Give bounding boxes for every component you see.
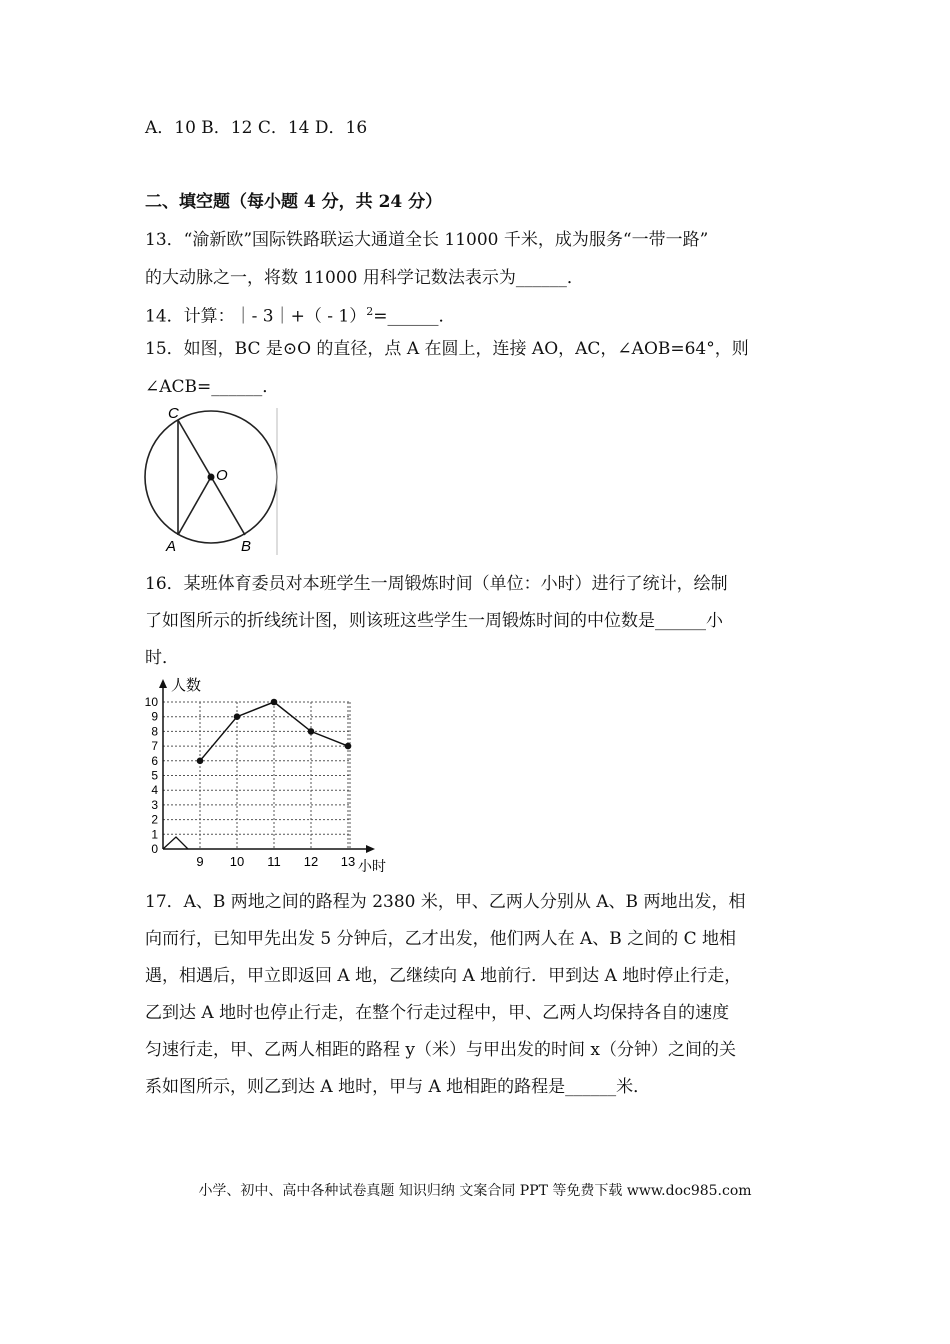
q14-prefix: 14．计算：｜- 3｜+（ - 1） [145,306,367,327]
q14-exponent: 2 [366,305,374,318]
x-tick-label: 12 [303,854,319,869]
y-axis-title: 人数 [171,677,202,694]
x-axis-arrow [366,845,375,853]
q17-line-1: 17．A、B 两地之间的路程为 2380 米，甲、乙两人分别从 A、B 两地出发，相 [145,892,746,912]
line-chart [130,672,400,872]
y-tick-label: 4 [151,783,158,798]
y-tick-label: 2 [151,812,158,827]
answer-options: A．10 B．12 C．14 D．16 [145,118,368,138]
y-tick-label: 10 [144,695,158,709]
y-tick-label: 5 [151,768,158,783]
y-axis-arrow [159,679,167,688]
y-tick-label: 8 [151,724,158,739]
x-tick-label: 9 [196,854,204,869]
x-tick-label: 11 [267,854,281,869]
x-axis-title: 小时 [358,858,386,872]
q17-line-5: 匀速行走，甲、乙两人相距的路程 y（米）与甲出发的时间 x（分钟）之间的关 [145,1040,736,1060]
axis-break-mark [163,837,188,849]
q16-line-2: 了如图所示的折线统计图，则该班这些学生一周锻炼时间的中位数是______小 [145,611,723,631]
x-tick-label: 13 [340,854,356,869]
label-a: A [166,538,177,555]
q15-line-2: ∠ACB=______． [145,377,280,397]
circle-figure [135,400,295,560]
y-tick-label: 1 [151,827,158,842]
q14-suffix: =______． [373,306,456,327]
section-title: 二、填空题（每小题 4 分，共 24 分） [145,192,443,212]
label-c: C [168,405,179,422]
data-point [345,743,352,750]
data-point [234,713,241,720]
label-o: O [216,467,228,484]
q17-line-2: 向而行，已知甲先出发 5 分钟后，乙才出发，他们两人在 A、B 之间的 C 地相 [145,929,737,949]
data-point [197,758,204,765]
radius-ao [178,477,211,535]
data-point [308,728,315,735]
q17-line-6: 系如图所示，则乙到达 A 地时，甲与 A 地相距的路程是______米． [145,1077,651,1097]
footer-text: 小学、初中、高中各种试卷真题 知识归纳 文案合同 PPT 等免费下载 www.doc985.com [198,1183,752,1199]
label-b: B [241,538,252,555]
y-tick-label: 3 [151,797,158,812]
q17-line-4: 乙到达 A 地时也停止行走，在整个行走过程中，甲、乙两人均保持各自的速度 [145,1003,730,1023]
y-tick-label: 9 [151,709,158,724]
center-point [208,474,215,481]
data-point [271,699,278,706]
q17-line-3: 遇，相遇后，甲立即返回 A 地，乙继续向 A 地前行．甲到达 A 地时停止行走， [145,966,742,986]
q15-line-1: 15．如图，BC 是⊙O 的直径，点 A 在圆上，连接 AO，AC，∠AOB=64°，则 [145,339,749,359]
y-tick-label: 7 [151,739,158,754]
x-tick-label: 10 [229,854,245,869]
q16-line-3: 时． [145,648,179,668]
q13-line-2: 的大动脉之一，将数 11000 用科学记数法表示为______． [145,268,584,288]
q13-line-1: 13．“渝新欧”国际铁路联运大通道全长 11000 千米，成为服务“一带一路” [145,230,709,250]
y-tick-label: 0 [151,842,158,856]
question-14 [145,300,455,329]
y-tick-label: 6 [151,753,158,768]
q16-line-1: 16．某班体育委员对本班学生一周锻炼时间（单位：小时）进行了统计，绘制 [145,574,728,594]
